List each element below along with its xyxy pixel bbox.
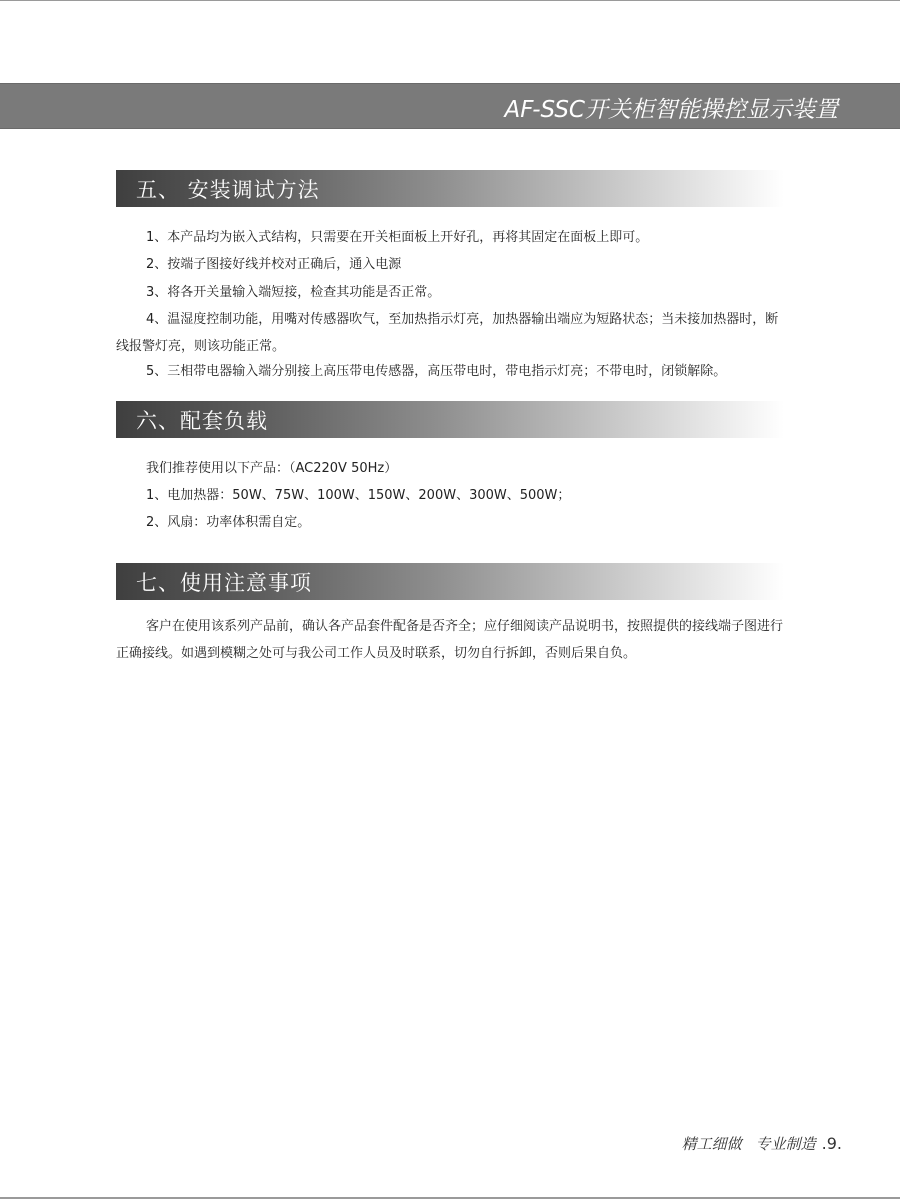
paragraph: 2、风扇：功率体积需自定。 [146, 515, 311, 530]
page-number: .9. [821, 1134, 842, 1153]
paragraph: 客户在使用该系列产品前，确认各产品套件配备是否齐全；应仔细阅读产品说明书，按照提供的接线端子图进行正确接线。如遇到模糊之处可与我公司工作人员及时联系，切勿自行拆卸，否则后果自负。 [116, 619, 784, 661]
section-title: 六、配套负载 [136, 409, 268, 433]
section-heading-bar [116, 563, 784, 600]
footer-slogan [682, 1133, 842, 1154]
section-heading-bar [116, 170, 784, 207]
paragraph: 3、将各开关量输入端短接，检查其功能是否正常。 [146, 285, 441, 300]
header-band [0, 83, 900, 129]
paragraph: 2、按端子图接好线并校对正确后，通入电源 [146, 257, 402, 272]
section-title: 五、 安装调试方法 [136, 178, 320, 202]
paragraph: 1、本产品均为嵌入式结构，只需要在开关柜面板上开好孔，再将其固定在面板上即可。 [146, 230, 649, 245]
header-title: AF-SSC开关柜智能操控显示装置 [504, 97, 838, 123]
paragraph: 5、三相带电器输入端分别接上高压带电传感器，高压带电时，带电指示灯亮；不带电时，闭锁解除。 [146, 364, 727, 379]
paragraph: 1、电加热器：50W、75W、100W、150W、200W、300W、500W； [146, 488, 571, 503]
paragraph: 4、温湿度控制功能，用嘴对传感器吹气，至加热指示灯亮，加热器输出端应为短路状态；当未接加热器时，断线报警灯亮，则该功能正常。 [116, 312, 779, 354]
footer-slogan-1: 精工细做 [681, 1135, 742, 1153]
top-rule [0, 0, 900, 1]
paragraph: 我们推荐使用以下产品：（AC220V 50Hz） [146, 461, 398, 476]
section-heading-bar [116, 401, 784, 438]
section-title: 七、使用注意事项 [136, 571, 312, 595]
footer-slogan-2: 专业制造 [755, 1135, 816, 1153]
bottom-rule [0, 1197, 900, 1199]
